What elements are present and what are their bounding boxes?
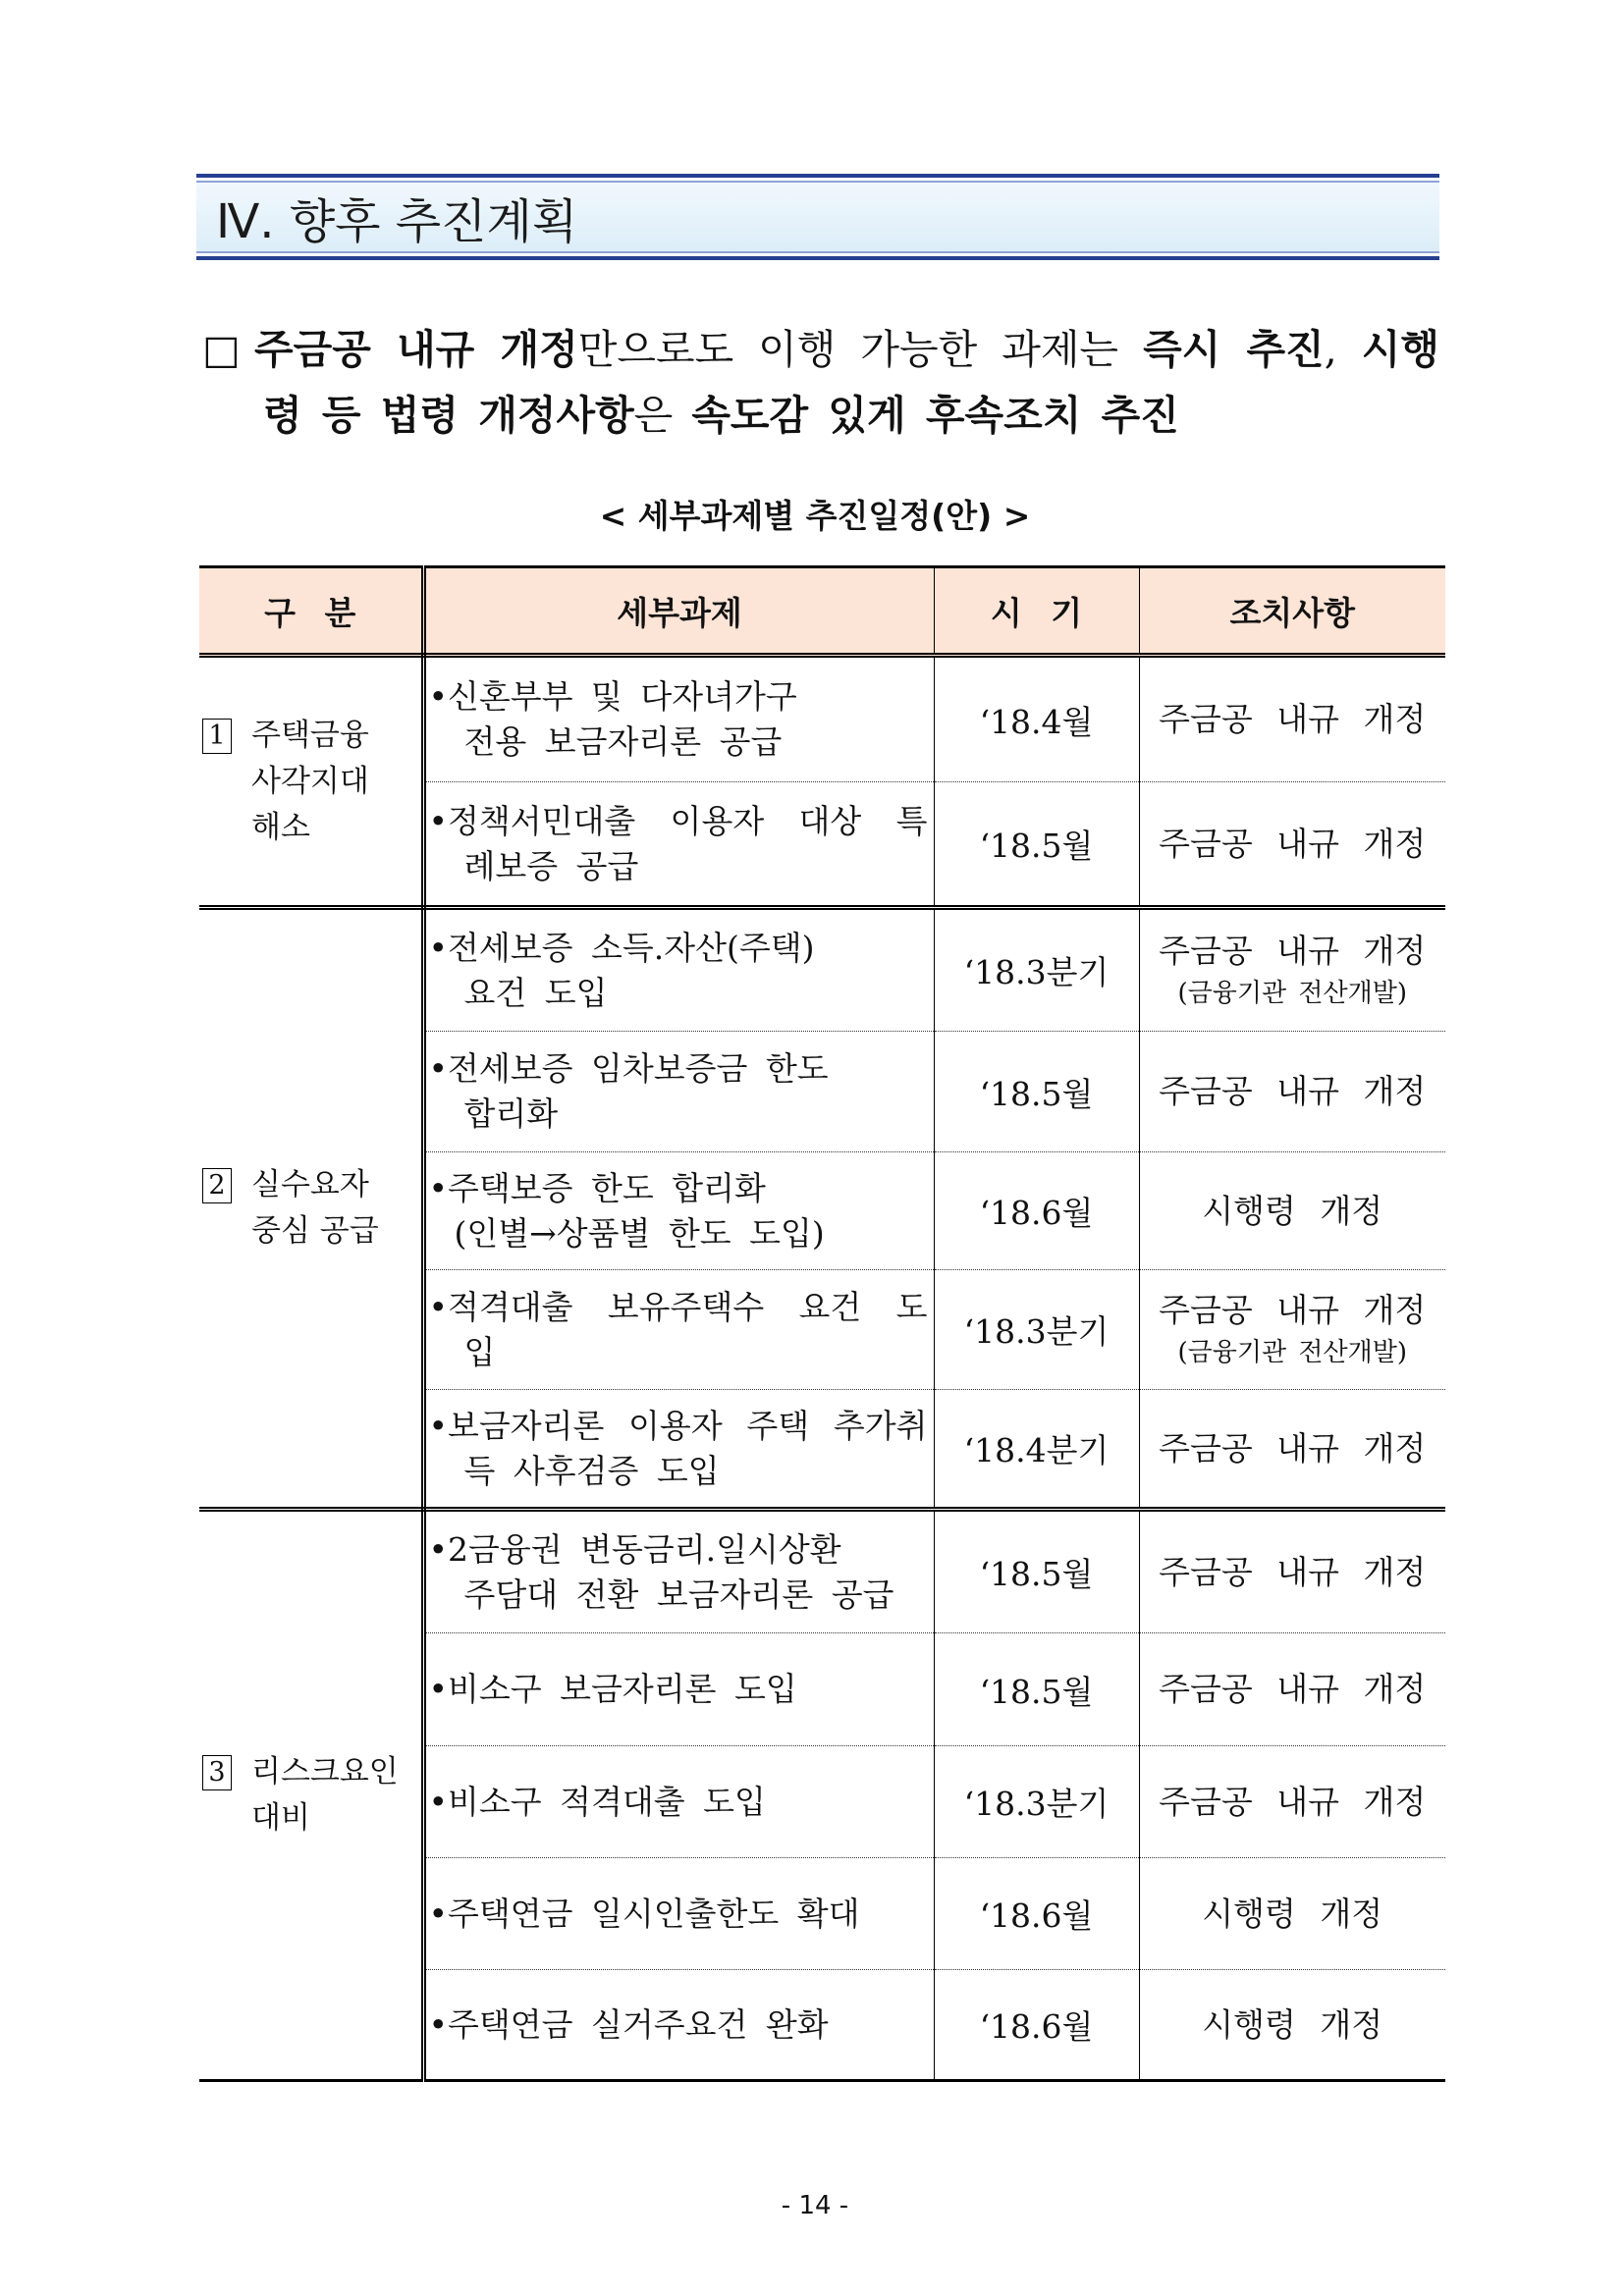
- timing-cell: ‘18.5월: [934, 782, 1139, 908]
- action-note: (금융기관 전산개발): [1177, 1337, 1407, 1367]
- action-cell: [1139, 1633, 1445, 1746]
- action-cell: [1139, 1032, 1445, 1152]
- task-line: 전용 보금자리론 공급: [463, 722, 783, 761]
- task-line: •비소구 보금자리론 도입: [428, 1670, 797, 1708]
- action-cell: [1139, 1858, 1445, 1970]
- action-cell: [1139, 656, 1445, 782]
- timing-cell: ‘18.6월: [934, 1970, 1139, 2081]
- task-line: •적격대출 보유주택수 요건 도: [428, 1287, 928, 1326]
- task-line: 득 사후검증 도입: [463, 1451, 720, 1490]
- action-text: 주금공 내규 개정: [1159, 1428, 1427, 1468]
- group-number-badge: 3: [202, 1755, 232, 1790]
- action-text: 주금공 내규 개정: [1159, 931, 1427, 970]
- task-line: •2금융권 변동금리.일시상환: [428, 1529, 841, 1569]
- intro-line-2: [202, 383, 1439, 449]
- action-cell: [1139, 782, 1445, 908]
- task-line: •보금자리론 이용자 주택 추가취: [428, 1406, 928, 1445]
- intro-bold-text: 시행: [1361, 326, 1440, 373]
- group-label: [251, 713, 369, 851]
- action-cell: [1139, 1270, 1445, 1390]
- group-label-line: 리스크요인: [251, 1754, 399, 1789]
- intro-text: ,: [1324, 326, 1362, 373]
- group-label-line: 중심 공급: [251, 1213, 379, 1249]
- action-text: 주금공 내규 개정: [1159, 1782, 1427, 1821]
- task-cell: [423, 1510, 934, 1633]
- timing-cell: ‘18.5월: [934, 1510, 1139, 1633]
- task-line: •전세보증 소득.자산(주택): [428, 928, 815, 967]
- action-cell: [1139, 1152, 1445, 1270]
- group-number-badge: 2: [202, 1168, 232, 1203]
- intro-bold-text: 주금공 내규 개정: [254, 326, 578, 373]
- task-line: •전세보증 임차보증금 한도: [428, 1049, 829, 1088]
- task-line: 례보증 공급: [463, 846, 639, 885]
- task-line: •비소구 적격대출 도입: [428, 1782, 766, 1821]
- header-category: 구 분: [199, 567, 423, 656]
- group-label-line: 사각지대: [251, 763, 369, 799]
- action-text: 시행령 개정: [1202, 2004, 1383, 2044]
- intro-bold-text: 령 등 법령 개정사항: [263, 392, 634, 439]
- task-cell: [423, 1270, 934, 1390]
- task-line: 입: [463, 1332, 496, 1371]
- intro-text: 만으로도 이행 가능한 과제는: [577, 326, 1144, 373]
- group-cell: [199, 908, 423, 1510]
- group-label-line: 주택금융: [251, 717, 369, 753]
- action-cell: [1139, 1970, 1445, 2081]
- group-cell: [199, 1510, 423, 2081]
- action-cell: [1139, 1746, 1445, 1858]
- group-label-line: 실수요자: [251, 1167, 369, 1202]
- task-line: 합리화: [463, 1095, 559, 1133]
- timing-cell: ‘18.3분기: [934, 1270, 1139, 1390]
- header-timing: 시 기: [934, 567, 1139, 656]
- action-cell: [1139, 1510, 1445, 1633]
- header-action: 조치사항: [1139, 567, 1445, 656]
- intro-paragraph: [202, 317, 1439, 449]
- task-cell: [423, 1390, 934, 1510]
- timing-cell: ‘18.5월: [934, 1633, 1139, 1746]
- table-caption: < 세부과제별 추진일정(안) >: [599, 497, 1031, 535]
- task-cell: [423, 1746, 934, 1858]
- task-cell: [423, 1152, 934, 1270]
- task-cell: [423, 1858, 934, 1970]
- timing-cell: ‘18.6월: [934, 1858, 1139, 1970]
- action-text: 주금공 내규 개정: [1159, 700, 1427, 738]
- intro-bold-text: 즉시 추진: [1143, 326, 1325, 373]
- action-cell: [1139, 908, 1445, 1032]
- action-text: 시행령 개정: [1202, 1191, 1383, 1230]
- schedule-table: [199, 565, 1445, 2082]
- action-text: 시행령 개정: [1202, 1894, 1383, 1933]
- task-line: •주택보증 한도 합리화: [428, 1168, 766, 1207]
- task-line: 주담대 전환 보금자리론 공급: [463, 1575, 894, 1614]
- square-bullet-icon: □: [202, 326, 241, 373]
- action-note: (금융기관 전산개발): [1177, 978, 1407, 1008]
- action-text: 주금공 내규 개정: [1159, 1072, 1427, 1110]
- table-row: [199, 1510, 1445, 1633]
- section-title: Ⅳ. 향후 추진계획: [216, 193, 578, 249]
- timing-cell: ‘18.3분기: [934, 908, 1139, 1032]
- section-header: [196, 174, 1439, 260]
- timing-cell: ‘18.6월: [934, 1152, 1139, 1270]
- timing-cell: ‘18.5월: [934, 1032, 1139, 1152]
- action-text: 주금공 내규 개정: [1159, 824, 1427, 863]
- group-cell: [199, 656, 423, 908]
- task-line: (인별→상품별 한도 도입): [454, 1213, 825, 1253]
- intro-text: 은: [633, 392, 692, 439]
- task-line: 요건 도입: [463, 973, 608, 1012]
- task-line: •신혼부부 및 다자녀가구: [428, 677, 797, 716]
- action-text: 주금공 내규 개정: [1159, 1552, 1427, 1591]
- action-text: 주금공 내규 개정: [1159, 1670, 1427, 1708]
- task-line: •정책서민대출 이용자 대상 특: [428, 801, 928, 840]
- action-cell: [1139, 1390, 1445, 1510]
- timing-cell: ‘18.4분기: [934, 1390, 1139, 1510]
- table-row: [199, 656, 1445, 782]
- intro-line-1: [202, 317, 1439, 383]
- task-line: •주택연금 실거주요건 완화: [428, 2004, 829, 2044]
- task-cell: [423, 1970, 934, 2081]
- action-text: 주금공 내규 개정: [1159, 1290, 1427, 1329]
- group-number-badge: 1: [202, 719, 232, 754]
- page-number: - 14 -: [781, 2191, 849, 2220]
- task-cell: [423, 1032, 934, 1152]
- group-label: [251, 1749, 399, 1842]
- intro-bold-text: 속도감 있게 후속조치 추진: [691, 392, 1179, 439]
- task-cell: [423, 656, 934, 782]
- table-row: [199, 908, 1445, 1032]
- header-task: 세부과제: [423, 567, 934, 656]
- group-label-line: 해소: [251, 809, 310, 845]
- group-label-line: 대비: [251, 1800, 310, 1836]
- section-header-band: [196, 181, 1439, 253]
- table-header-row: [199, 567, 1445, 656]
- timing-cell: ‘18.3분기: [934, 1746, 1139, 1858]
- task-line: •주택연금 일시인출한도 확대: [428, 1894, 860, 1933]
- task-cell: [423, 1633, 934, 1746]
- task-cell: [423, 782, 934, 908]
- group-label: [251, 1162, 379, 1255]
- task-cell: [423, 908, 934, 1032]
- timing-cell: ‘18.4월: [934, 656, 1139, 782]
